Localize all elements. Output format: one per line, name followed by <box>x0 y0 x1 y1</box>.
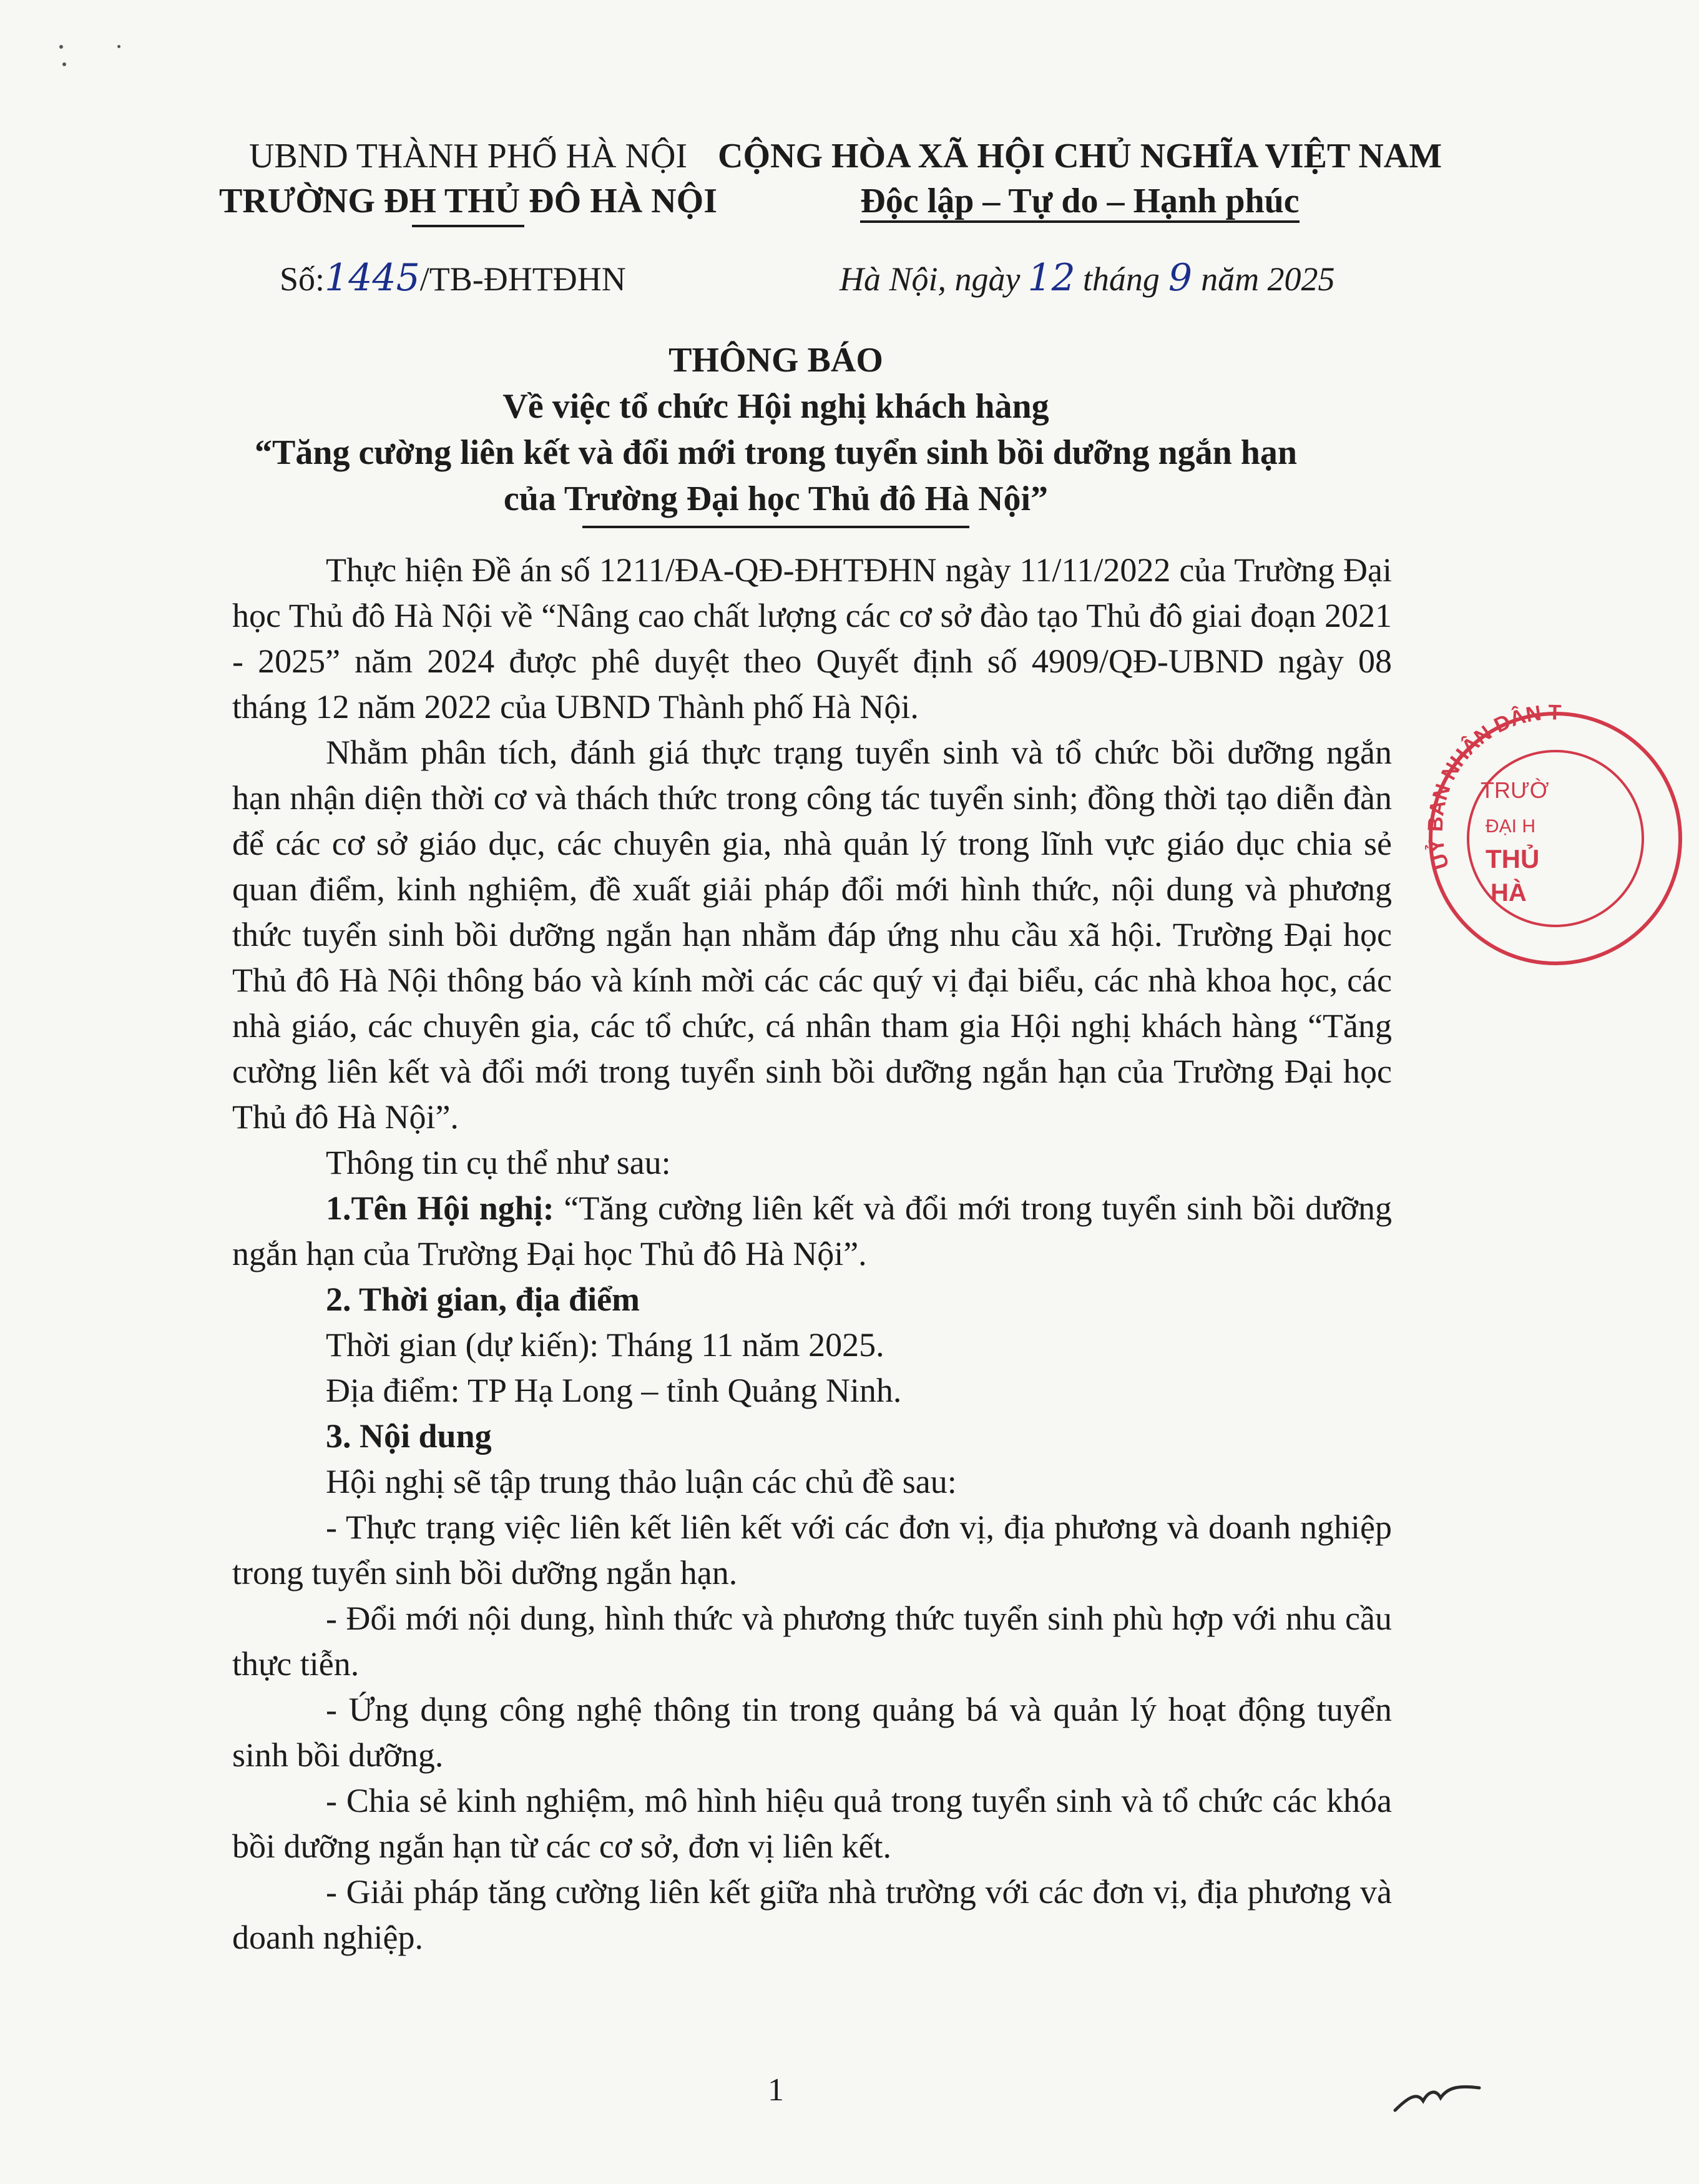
document-number <box>280 256 626 300</box>
issue-date <box>840 256 1335 300</box>
official-stamp <box>1412 704 1562 973</box>
issuer-block <box>187 134 749 227</box>
stamp-seal-icon <box>1412 704 1699 973</box>
issuer-name-text: TRƯỜNG ĐH THỦ ĐÔ HÀ NỘI <box>218 182 718 220</box>
year-label: năm 2025 <box>1201 260 1335 298</box>
list-item: - Đổi mới nội dung, hình thức và phương thức tuyển sinh phù hợp với nhu cầu thực tiễn. <box>232 1600 1392 1683</box>
paragraph-3: Thông tin cụ thể như sau: <box>326 1144 671 1181</box>
scan-speck <box>59 45 63 49</box>
stamp-line-4: HÀ <box>1491 879 1527 907</box>
title-block <box>125 337 1427 528</box>
paragraph-1: Thực hiện Đề án số 1211/ĐA-QĐ-ĐHTĐHN ngày 11/11/2022 của Trường Đại học Thủ đô Hà Nội về “Nâng cao chất lượng các cơ sở đào tạo Thủ đô giai đoạn 2021 - 2025” năm 2024 được phê duyệt theo Quyết định số 4909/QĐ-UBND ngày 08 tháng 12 năm 2022 của UBND Thành phố Hà Nội. <box>232 551 1392 726</box>
handwritten-number: 1445 <box>325 256 420 300</box>
country-name: CỘNG HÒA XÃ HỘI CHỦ NGHĨA VIỆT NAM <box>718 137 1442 175</box>
handwritten-day: 12 <box>1027 256 1075 300</box>
scan-speck <box>117 45 120 48</box>
list-item: - Thực trạng việc liên kết liên kết với các đơn vị, địa phương và doanh nghiệp trong tuyển sinh bồi dưỡng ngắn hạn. <box>232 1508 1392 1591</box>
stamp-line-2: ĐẠI H <box>1486 816 1536 837</box>
list-item: - Ứng dụng công nghệ thông tin trong quảng bá và quản lý hoạt động tuyển sinh bồi dưỡng. <box>232 1691 1392 1774</box>
section-1-text: “Tăng cường liên kết và đổi mới trong tuyển sinh bồi dưỡng ngắn hạn của Trường Đại học Thủ đô Hà Nội”. <box>232 1189 1392 1272</box>
issuer-authority: UBND THÀNH PHỐ HÀ NỘI <box>248 137 688 175</box>
body <box>232 548 1392 1960</box>
section-1-heading: 1.Tên Hội nghị: <box>326 1189 554 1227</box>
section-1 <box>232 1186 1392 1277</box>
month-label: tháng <box>1082 260 1160 298</box>
paragraph-2: Nhằm phân tích, đánh giá thực trạng tuyển sinh và tổ chức bồi dưỡng ngắn hạn nhận diện thời cơ và thách thức trong công tác tuyển sinh; đồng thời tạo diễn đàn để các cơ sở giáo dục, các chuyên gia, nhà quản lý trong lĩnh vực giáo dục chia sẻ quan điểm, kinh nghiệm, đề xuất giải pháp đổi mới hình thức, nội dung và phương thức tuyển sinh bồi dưỡng ngắn hạn nhằm đáp ứng nhu cầu xã hội. Trường Đại học Thủ đô Hà Nội thông báo và kính mời các các quý vị đại biểu, các nhà khoa học, các nhà giáo, các chuyên gia, các tổ chức, cá nhân tham gia Hội nghị khách hàng “Tăng cường liên kết và đổi mới trong tuyển sinh bồi dưỡng ngắn hạn của Trường Đại học Thủ đô Hà Nội”. <box>232 734 1392 1136</box>
date-prefix: Hà Nội, ngày <box>840 260 1021 298</box>
initials-mark-icon <box>1392 2079 1486 2117</box>
document-type: THÔNG BÁO <box>668 341 883 380</box>
motto: Độc lập – Tự do – Hạnh phúc <box>860 182 1299 223</box>
scan-speck <box>62 62 66 66</box>
number-suffix: /TB-ĐHTĐHN <box>419 260 626 298</box>
stamp-ring-text: UỶ BAN NHÂN DÂN T <box>1423 704 1562 872</box>
subject-line-1: Về việc tổ chức Hội nghị khách hàng <box>502 387 1049 426</box>
number-label: Số: <box>280 260 325 298</box>
issuer-name <box>187 179 749 224</box>
section-2-place: Địa điểm: TP Hạ Long – tỉnh Quảng Ninh. <box>326 1372 902 1409</box>
subject-line-2: “Tăng cường liên kết và đổi mới trong tuyển sinh bồi dưỡng ngắn hạn <box>254 433 1298 472</box>
stamp-line-1: TRƯỜ <box>1481 777 1549 803</box>
list-item: - Giải pháp tăng cường liên kết giữa nhà trường với các đơn vị, địa phương và doanh nghiệp. <box>232 1873 1392 1956</box>
section-3-heading: 3. Nội dung <box>326 1417 492 1455</box>
issuer-underline <box>412 225 524 227</box>
list-item: - Chia sẻ kinh nghiệm, mô hình hiệu quả trong tuyển sinh và tổ chức các khóa bồi dưỡng ngắn hạn từ các cơ sở, đơn vị liên kết. <box>232 1782 1392 1865</box>
section-3-intro: Hội nghị sẽ tập trung thảo luận các chủ đề sau: <box>326 1463 957 1500</box>
national-motto-block <box>718 134 1442 224</box>
section-2-heading: 2. Thời gian, địa điểm <box>326 1281 640 1318</box>
section-2-time: Thời gian (dự kiến): Tháng 11 năm 2025. <box>326 1326 884 1364</box>
page-number: 1 <box>768 2072 784 2108</box>
title-underline <box>582 526 969 528</box>
subject-line-3: của Trường Đại học Thủ đô Hà Nội” <box>503 480 1049 518</box>
handwritten-month: 9 <box>1168 256 1193 300</box>
stamp-line-3: THỦ <box>1486 844 1540 873</box>
